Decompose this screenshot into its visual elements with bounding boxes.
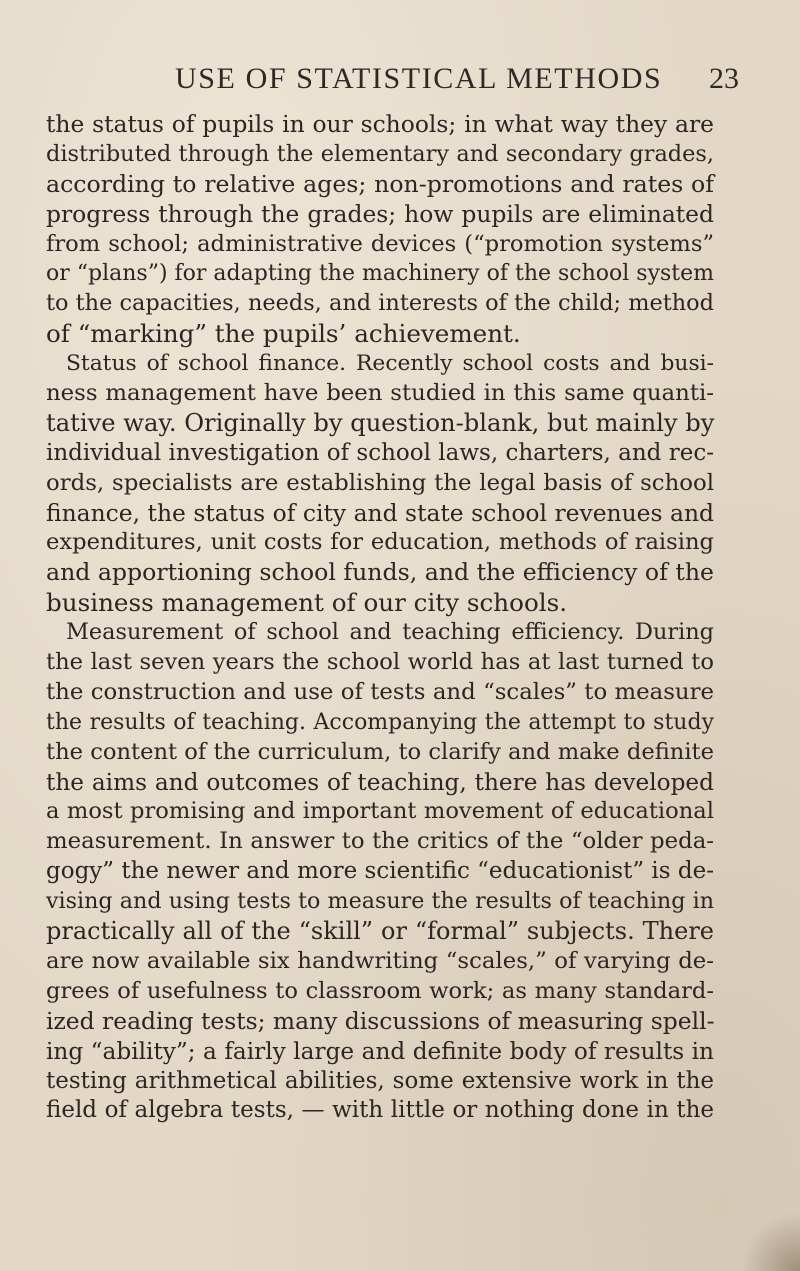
text-line: or “plans”) for adapting the machinery of the school system — [46, 261, 715, 287]
text-line: the content of the curriculum, to clarify and make definite — [46, 738, 714, 765]
text-line: the status of pupils in our schools; in what way they are — [46, 110, 714, 138]
text-line: are now available six handwriting “scales,” of varying de- — [46, 947, 714, 974]
text-line: distributed through the elementary and secondary grades, — [46, 140, 714, 167]
text-line: finance, the status of city and state school revenues and — [46, 498, 714, 527]
text-line: gogy” the newer and more scientific “educationist” is de- — [46, 858, 714, 885]
text-line: grees of usefulness to classroom work; as many standard- — [46, 977, 714, 1004]
text-line: field of algebra tests, — with little or nothing done in the — [46, 1097, 714, 1124]
section-heading-line: Measurement of school and teaching efficiency. During — [66, 619, 714, 646]
text-line: of “marking” the pupils’ achievement. — [46, 319, 521, 349]
text-line: from school; administrative devices (“promotion systems” — [46, 230, 714, 257]
text-line: business management of our city schools. — [46, 588, 568, 618]
text-line: tative way. Originally by question-blank, but mainly by — [46, 408, 715, 437]
text-line: expenditures, unit costs for education, methods of raising — [46, 529, 714, 556]
text-line: measurement. In answer to the critics of the “older peda- — [46, 828, 714, 855]
text-line: ness management have been studied in this same quanti- — [46, 380, 714, 407]
text-line: the aims and outcomes of teaching, there has developed — [46, 768, 714, 796]
text-line: ing “ability”; a fairly large and definite body of results in — [46, 1037, 714, 1065]
running-title: USE OF STATISTICAL METHODS — [175, 62, 663, 95]
text-line: a most promising and important movement of educational — [46, 798, 714, 825]
text-line: and apportioning school funds, and the efficiency of the — [46, 558, 715, 587]
text-line: the last seven years the school world has at last turned to — [46, 649, 714, 676]
text-line: progress through the grades; how pupils are eliminated — [46, 199, 714, 228]
text-line: ords, specialists are establishing the legal basis of school — [46, 469, 714, 496]
text-line: the construction and use of tests and “scales” to measure — [46, 678, 714, 705]
page-number: 23 — [709, 62, 739, 95]
page-corner-shadow — [740, 1211, 800, 1271]
text-line: according to relative ages; non-promotions and rates of — [46, 169, 714, 198]
text-line: ized reading tests; many discussions of measuring spell- — [46, 1006, 715, 1035]
section-heading-line: Status of school finance. Recently school costs and busi- — [66, 351, 714, 377]
running-head — [0, 62, 800, 96]
text-line: testing arithmetical abilities, some extensive work in the — [46, 1067, 714, 1094]
text-line: the results of teaching. Accompanying the attempt to study — [46, 709, 714, 735]
text-line: practically all of the “skill” or “formal” subjects. There — [46, 917, 714, 946]
text-line: to the capacities, needs, and interests of the child; method — [46, 290, 714, 317]
text-line: individual investigation of school laws, charters, and rec- — [46, 439, 714, 466]
text-line: vising and using tests to measure the results of teaching in — [46, 888, 714, 915]
body-text — [46, 110, 714, 1126]
